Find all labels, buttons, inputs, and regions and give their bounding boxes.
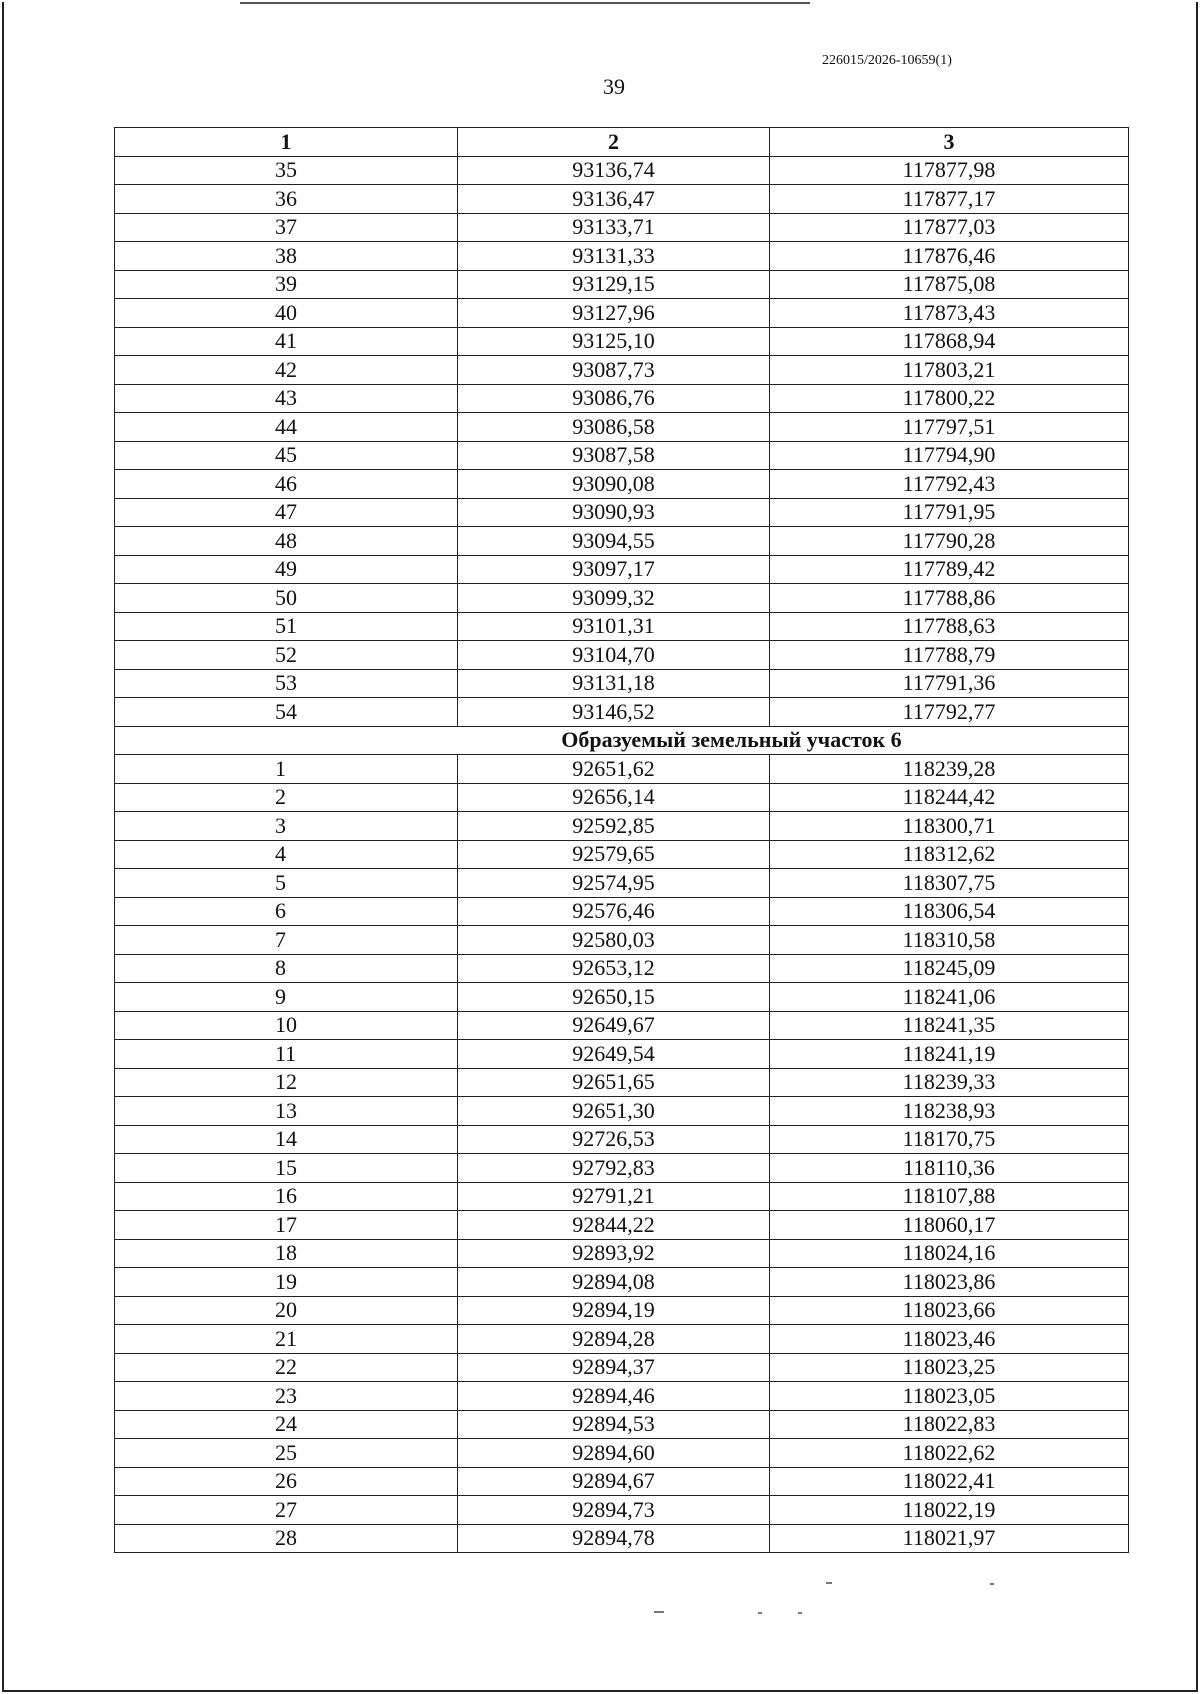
- x-coordinate-cell: 92893,92: [458, 1239, 770, 1268]
- point-number-cell: 23: [115, 1382, 458, 1411]
- point-number-cell: 16: [115, 1182, 458, 1211]
- point-number-cell: 26: [115, 1467, 458, 1496]
- table-row: [115, 1125, 1129, 1154]
- x-coordinate-cell: 92653,12: [458, 954, 770, 983]
- point-number-cell: 1: [115, 755, 458, 784]
- table-row: [115, 1410, 1129, 1439]
- y-coordinate-cell: 117790,28: [770, 527, 1129, 556]
- point-number-cell: 27: [115, 1496, 458, 1525]
- point-number-cell: 22: [115, 1353, 458, 1382]
- x-coordinate-cell: 93127,96: [458, 299, 770, 328]
- point-number-cell: 38: [115, 242, 458, 271]
- point-number-cell: 35: [115, 156, 458, 185]
- x-coordinate-cell: 92580,03: [458, 926, 770, 955]
- y-coordinate-cell: 117797,51: [770, 413, 1129, 442]
- y-coordinate-cell: 117788,63: [770, 612, 1129, 641]
- point-number-cell: 52: [115, 641, 458, 670]
- table-row: [115, 1467, 1129, 1496]
- x-coordinate-cell: 92894,19: [458, 1296, 770, 1325]
- table-row: [115, 1296, 1129, 1325]
- point-number-cell: 20: [115, 1296, 458, 1325]
- y-coordinate-cell: 118312,62: [770, 840, 1129, 869]
- x-coordinate-cell: 92649,54: [458, 1040, 770, 1069]
- x-coordinate-cell: 93086,58: [458, 413, 770, 442]
- y-coordinate-cell: 117877,17: [770, 185, 1129, 214]
- top-scan-line: [240, 2, 810, 4]
- y-coordinate-cell: 118300,71: [770, 812, 1129, 841]
- x-coordinate-cell: 92894,46: [458, 1382, 770, 1411]
- x-coordinate-cell: 93101,31: [458, 612, 770, 641]
- page-number: 39: [603, 74, 625, 99]
- table-row: [115, 840, 1129, 869]
- table-row: [115, 1040, 1129, 1069]
- table-row: [115, 1239, 1129, 1268]
- table-row: [115, 498, 1129, 527]
- table-row: [115, 783, 1129, 812]
- point-number-cell: 49: [115, 555, 458, 584]
- table-row: [115, 954, 1129, 983]
- y-coordinate-cell: 118024,16: [770, 1239, 1129, 1268]
- y-coordinate-cell: 118241,06: [770, 983, 1129, 1012]
- x-coordinate-cell: 93097,17: [458, 555, 770, 584]
- column-header-1: 1: [115, 128, 458, 157]
- table-row: [115, 470, 1129, 499]
- table-row: [115, 669, 1129, 698]
- y-coordinate-cell: 118239,33: [770, 1068, 1129, 1097]
- x-coordinate-cell: 92894,67: [458, 1467, 770, 1496]
- y-coordinate-cell: 117789,42: [770, 555, 1129, 584]
- point-number-cell: 2: [115, 783, 458, 812]
- point-number-cell: 47: [115, 498, 458, 527]
- table-row: [115, 527, 1129, 556]
- coordinates-table: [114, 127, 1129, 1553]
- section-title: Образуемый земельный участок 6: [115, 726, 1129, 755]
- scan-speck: [758, 1612, 762, 1614]
- table-row: [115, 327, 1129, 356]
- y-coordinate-cell: 118023,86: [770, 1268, 1129, 1297]
- point-number-cell: 44: [115, 413, 458, 442]
- x-coordinate-cell: 93131,33: [458, 242, 770, 271]
- table-row: [115, 1097, 1129, 1126]
- x-coordinate-cell: 93133,71: [458, 213, 770, 242]
- x-coordinate-cell: 92651,65: [458, 1068, 770, 1097]
- point-number-cell: 4: [115, 840, 458, 869]
- x-coordinate-cell: 92791,21: [458, 1182, 770, 1211]
- point-number-cell: 25: [115, 1439, 458, 1468]
- point-number-cell: 7: [115, 926, 458, 955]
- table-row: [115, 185, 1129, 214]
- y-coordinate-cell: 117792,77: [770, 698, 1129, 727]
- x-coordinate-cell: 93146,52: [458, 698, 770, 727]
- x-coordinate-cell: 92894,60: [458, 1439, 770, 1468]
- x-coordinate-cell: 93129,15: [458, 270, 770, 299]
- x-coordinate-cell: 93099,32: [458, 584, 770, 613]
- x-coordinate-cell: 92592,85: [458, 812, 770, 841]
- x-coordinate-cell: 92894,28: [458, 1325, 770, 1354]
- y-coordinate-cell: 118023,66: [770, 1296, 1129, 1325]
- x-coordinate-cell: 93136,47: [458, 185, 770, 214]
- x-coordinate-cell: 93094,55: [458, 527, 770, 556]
- x-coordinate-cell: 93090,93: [458, 498, 770, 527]
- table-row: [115, 812, 1129, 841]
- table-row: [115, 698, 1129, 727]
- y-coordinate-cell: 118239,28: [770, 755, 1129, 784]
- table-row: [115, 1439, 1129, 1468]
- x-coordinate-cell: 93087,58: [458, 441, 770, 470]
- table-row: [115, 384, 1129, 413]
- point-number-cell: 36: [115, 185, 458, 214]
- y-coordinate-cell: 117788,79: [770, 641, 1129, 670]
- y-coordinate-cell: 118023,46: [770, 1325, 1129, 1354]
- point-number-cell: 5: [115, 869, 458, 898]
- point-number-cell: 43: [115, 384, 458, 413]
- table-row: [115, 1382, 1129, 1411]
- scan-speck: [826, 1582, 832, 1584]
- y-coordinate-cell: 117800,22: [770, 384, 1129, 413]
- table-row: [115, 413, 1129, 442]
- table-row: [115, 869, 1129, 898]
- point-number-cell: 53: [115, 669, 458, 698]
- table-row: [115, 299, 1129, 328]
- y-coordinate-cell: 117803,21: [770, 356, 1129, 385]
- table-row: [115, 555, 1129, 584]
- x-coordinate-cell: 92894,73: [458, 1496, 770, 1525]
- point-number-cell: 18: [115, 1239, 458, 1268]
- y-coordinate-cell: 117794,90: [770, 441, 1129, 470]
- x-coordinate-cell: 92649,67: [458, 1011, 770, 1040]
- point-number-cell: 41: [115, 327, 458, 356]
- y-coordinate-cell: 117877,03: [770, 213, 1129, 242]
- y-coordinate-cell: 117873,43: [770, 299, 1129, 328]
- x-coordinate-cell: 92792,83: [458, 1154, 770, 1183]
- point-number-cell: 3: [115, 812, 458, 841]
- point-number-cell: 6: [115, 897, 458, 926]
- point-number-cell: 13: [115, 1097, 458, 1126]
- scan-speck: [798, 1612, 802, 1614]
- y-coordinate-cell: 118241,35: [770, 1011, 1129, 1040]
- y-coordinate-cell: 118023,05: [770, 1382, 1129, 1411]
- point-number-cell: 28: [115, 1524, 458, 1553]
- y-coordinate-cell: 118022,62: [770, 1439, 1129, 1468]
- table-row: [115, 897, 1129, 926]
- point-number-cell: 15: [115, 1154, 458, 1183]
- point-number-cell: 9: [115, 983, 458, 1012]
- point-number-cell: 10: [115, 1011, 458, 1040]
- y-coordinate-cell: 118306,54: [770, 897, 1129, 926]
- x-coordinate-cell: 92894,78: [458, 1524, 770, 1553]
- y-coordinate-cell: 118310,58: [770, 926, 1129, 955]
- y-coordinate-cell: 118060,17: [770, 1211, 1129, 1240]
- point-number-cell: 14: [115, 1125, 458, 1154]
- table-row: [115, 156, 1129, 185]
- point-number-cell: 50: [115, 584, 458, 613]
- x-coordinate-cell: 92574,95: [458, 869, 770, 898]
- point-number-cell: 37: [115, 213, 458, 242]
- y-coordinate-cell: 118021,97: [770, 1524, 1129, 1553]
- x-coordinate-cell: 93136,74: [458, 156, 770, 185]
- table-row: [115, 1524, 1129, 1553]
- table-header-row: [115, 128, 1129, 157]
- y-coordinate-cell: 118022,19: [770, 1496, 1129, 1525]
- table-row: [115, 926, 1129, 955]
- y-coordinate-cell: 117868,94: [770, 327, 1129, 356]
- y-coordinate-cell: 118022,41: [770, 1467, 1129, 1496]
- point-number-cell: 46: [115, 470, 458, 499]
- x-coordinate-cell: 92894,53: [458, 1410, 770, 1439]
- y-coordinate-cell: 118107,88: [770, 1182, 1129, 1211]
- document-number: 226015/2026-10659(1): [822, 53, 952, 68]
- y-coordinate-cell: 118245,09: [770, 954, 1129, 983]
- scan-speck: [654, 1611, 664, 1613]
- x-coordinate-cell: 92894,37: [458, 1353, 770, 1382]
- x-coordinate-cell: 92656,14: [458, 783, 770, 812]
- point-number-cell: 19: [115, 1268, 458, 1297]
- y-coordinate-cell: 118244,42: [770, 783, 1129, 812]
- x-coordinate-cell: 92579,65: [458, 840, 770, 869]
- point-number-cell: 24: [115, 1410, 458, 1439]
- table-row: [115, 1182, 1129, 1211]
- point-number-cell: 40: [115, 299, 458, 328]
- x-coordinate-cell: 92844,22: [458, 1211, 770, 1240]
- point-number-cell: 8: [115, 954, 458, 983]
- point-number-cell: 12: [115, 1068, 458, 1097]
- y-coordinate-cell: 118241,19: [770, 1040, 1129, 1069]
- table-row: [115, 755, 1129, 784]
- point-number-cell: 11: [115, 1040, 458, 1069]
- table-row: [115, 1011, 1129, 1040]
- point-number-cell: 39: [115, 270, 458, 299]
- point-number-cell: 45: [115, 441, 458, 470]
- y-coordinate-cell: 117876,46: [770, 242, 1129, 271]
- point-number-cell: 51: [115, 612, 458, 641]
- x-coordinate-cell: 93086,76: [458, 384, 770, 413]
- y-coordinate-cell: 118170,75: [770, 1125, 1129, 1154]
- y-coordinate-cell: 118307,75: [770, 869, 1129, 898]
- y-coordinate-cell: 117877,98: [770, 156, 1129, 185]
- table-row: [115, 612, 1129, 641]
- y-coordinate-cell: 117791,36: [770, 669, 1129, 698]
- section-row: [115, 726, 1129, 755]
- table-row: [115, 641, 1129, 670]
- y-coordinate-cell: 117788,86: [770, 584, 1129, 613]
- y-coordinate-cell: 118022,83: [770, 1410, 1129, 1439]
- table-row: [115, 356, 1129, 385]
- y-coordinate-cell: 117792,43: [770, 470, 1129, 499]
- column-header-3: 3: [770, 128, 1129, 157]
- point-number-cell: 48: [115, 527, 458, 556]
- table-row: [115, 983, 1129, 1012]
- table-row: [115, 1353, 1129, 1382]
- y-coordinate-cell: 118023,25: [770, 1353, 1129, 1382]
- scan-speck: [990, 1583, 994, 1585]
- table-row: [115, 1068, 1129, 1097]
- table-row: [115, 1154, 1129, 1183]
- x-coordinate-cell: 92576,46: [458, 897, 770, 926]
- x-coordinate-cell: 92650,15: [458, 983, 770, 1012]
- x-coordinate-cell: 93104,70: [458, 641, 770, 670]
- point-number-cell: 42: [115, 356, 458, 385]
- x-coordinate-cell: 93087,73: [458, 356, 770, 385]
- x-coordinate-cell: 93131,18: [458, 669, 770, 698]
- x-coordinate-cell: 92651,30: [458, 1097, 770, 1126]
- point-number-cell: 54: [115, 698, 458, 727]
- column-header-2: 2: [458, 128, 770, 157]
- x-coordinate-cell: 93125,10: [458, 327, 770, 356]
- table-row: [115, 1211, 1129, 1240]
- coordinates-table-container: [114, 127, 1128, 1553]
- table-row: [115, 213, 1129, 242]
- x-coordinate-cell: 93090,08: [458, 470, 770, 499]
- y-coordinate-cell: 117875,08: [770, 270, 1129, 299]
- table-row: [115, 1496, 1129, 1525]
- x-coordinate-cell: 92894,08: [458, 1268, 770, 1297]
- table-row: [115, 1325, 1129, 1354]
- table-row: [115, 441, 1129, 470]
- y-coordinate-cell: 117791,95: [770, 498, 1129, 527]
- point-number-cell: 21: [115, 1325, 458, 1354]
- point-number-cell: 17: [115, 1211, 458, 1240]
- table-row: [115, 1268, 1129, 1297]
- x-coordinate-cell: 92726,53: [458, 1125, 770, 1154]
- x-coordinate-cell: 92651,62: [458, 755, 770, 784]
- table-row: [115, 242, 1129, 271]
- table-row: [115, 584, 1129, 613]
- y-coordinate-cell: 118110,36: [770, 1154, 1129, 1183]
- y-coordinate-cell: 118238,93: [770, 1097, 1129, 1126]
- table-row: [115, 270, 1129, 299]
